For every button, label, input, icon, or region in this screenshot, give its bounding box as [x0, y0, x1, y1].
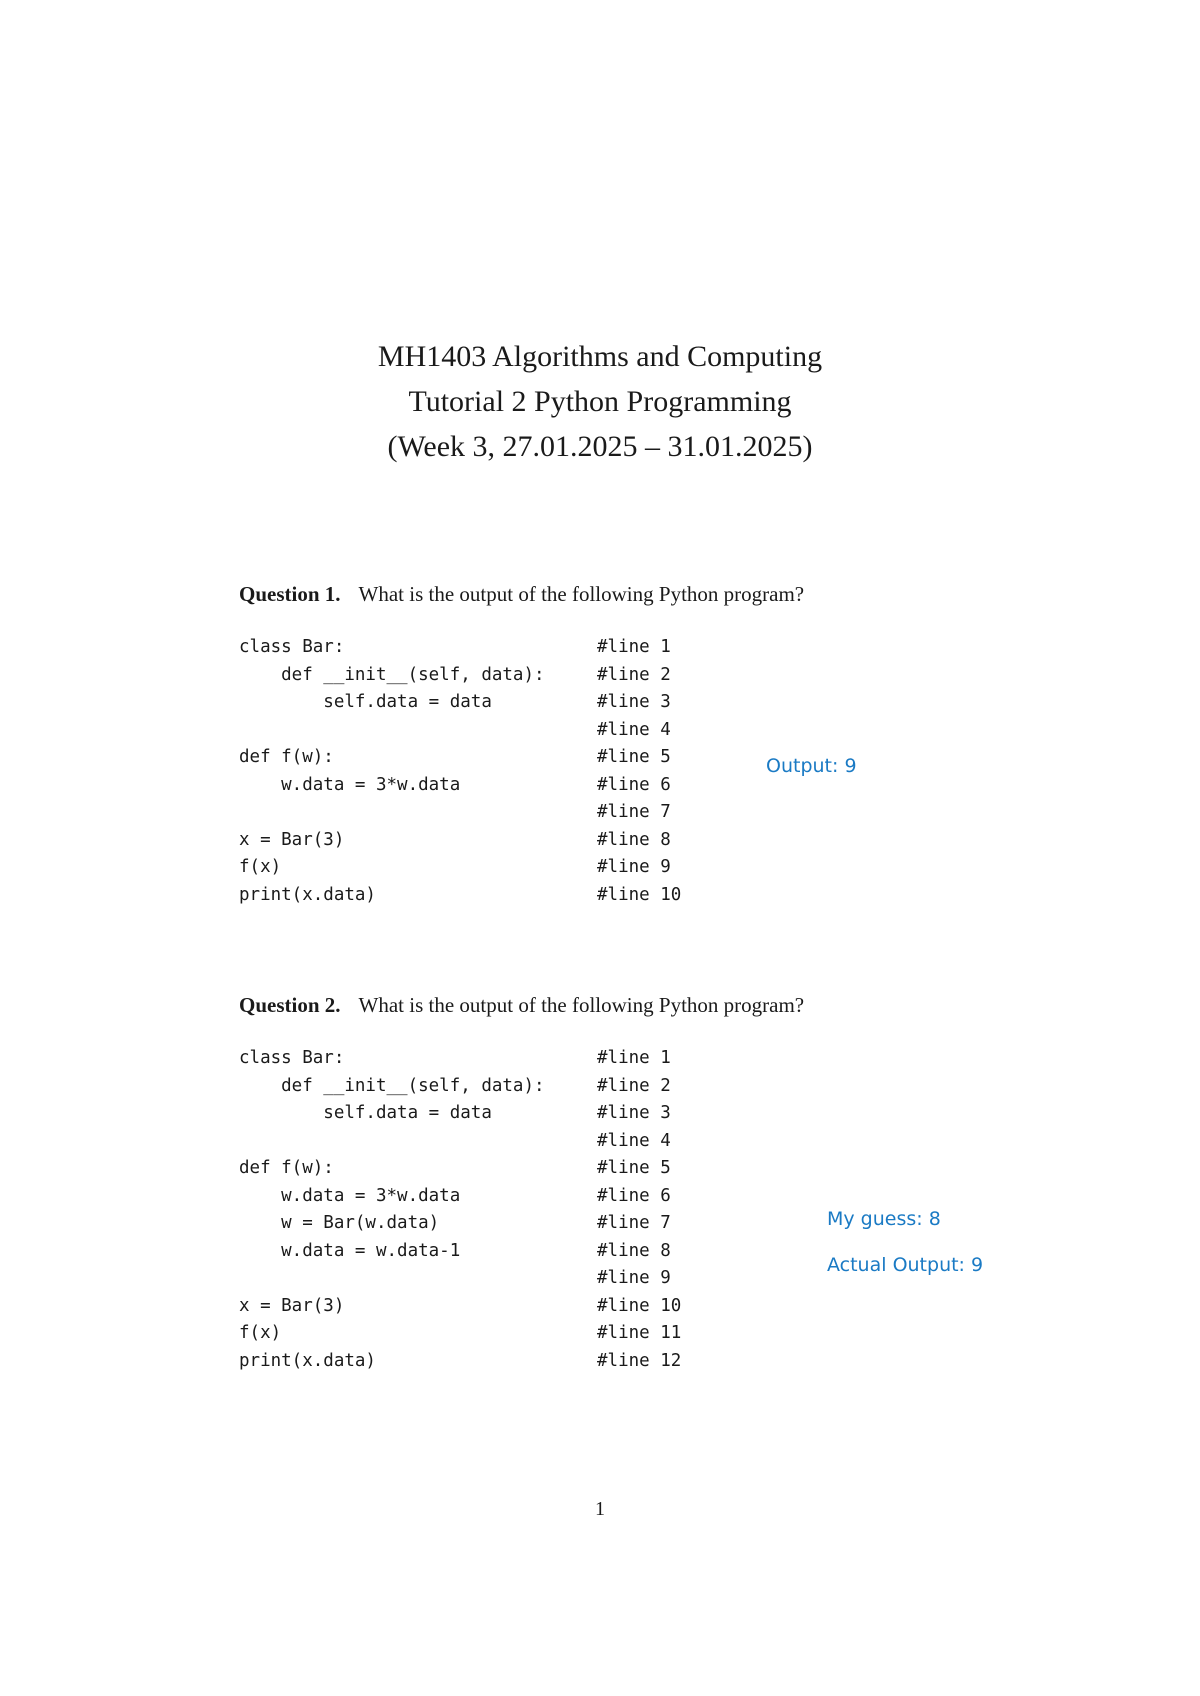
- code-statement: w.data = 3*w.data: [239, 1185, 461, 1206]
- question-2: [239, 993, 804, 1018]
- question-2-prompt: What is the output of the following Python program?: [358, 993, 805, 1017]
- code-statement: print(x.data): [239, 1350, 376, 1371]
- code-statement: f(x): [239, 857, 282, 877]
- line-number-comment: #line 8: [597, 829, 671, 850]
- tutorial-title: Tutorial 2 Python Programming: [408, 385, 792, 418]
- code-statement: class Bar:: [239, 1048, 345, 1068]
- question-1-heading: [239, 582, 804, 607]
- code-statement: def __init__(self, data):: [239, 664, 545, 685]
- code-statement: x = Bar(3): [239, 1295, 345, 1316]
- line-number-comment: #line 1: [597, 637, 671, 657]
- code-statement: w.data = w.data-1: [239, 1240, 461, 1261]
- line-number-comment: #line 3: [597, 1103, 671, 1123]
- week-dates: (Week 3, 27.01.2025 – 31.01.2025): [387, 430, 813, 463]
- code-statement: self.data = data: [239, 692, 492, 712]
- line-number-comment: #line 10: [597, 1295, 682, 1316]
- code-statement: x = Bar(3): [239, 829, 345, 850]
- line-number-comment: #line 7: [597, 1213, 671, 1233]
- code-statement: def f(w):: [239, 1158, 334, 1178]
- line-number-comment: #line 9: [597, 1268, 671, 1288]
- question-2-heading: [239, 993, 804, 1018]
- line-number-comment: #line 6: [597, 774, 671, 795]
- line-number-comment: #line 6: [597, 1185, 671, 1206]
- question-2-label: Question 2.: [239, 993, 341, 1017]
- line-number-comment: #line 9: [597, 857, 671, 877]
- line-number-comment: #line 2: [597, 664, 671, 685]
- question-1-prompt: What is the output of the following Python program?: [358, 582, 805, 606]
- line-number-comment: #line 3: [597, 692, 671, 712]
- question-1: [239, 582, 804, 607]
- page-number: 1: [595, 1498, 605, 1520]
- line-number-comment: #line 4: [597, 719, 671, 740]
- line-number-comment: #line 10: [597, 884, 682, 905]
- line-number-comment: #line 11: [597, 1323, 682, 1343]
- line-number-comment: #line 5: [597, 1158, 671, 1178]
- code-statement: class Bar:: [239, 637, 345, 657]
- code-statement: w.data = 3*w.data: [239, 774, 461, 795]
- line-number-comment: #line 5: [597, 747, 671, 767]
- question-2-output-note: Actual Output: 9: [827, 1254, 984, 1276]
- title-block: [0, 334, 1200, 469]
- line-number-comment: #line 1: [597, 1048, 671, 1068]
- code-statement: print(x.data): [239, 884, 376, 905]
- code-statement: self.data = data: [239, 1103, 492, 1123]
- code-statement: f(x): [239, 1323, 282, 1343]
- question-1-output-note: Output: 9: [766, 755, 857, 777]
- code-statement: w = Bar(w.data): [239, 1213, 440, 1233]
- line-number-comment: #line 2: [597, 1075, 671, 1096]
- course-title: MH1403 Algorithms and Computing: [377, 340, 823, 373]
- code-statement: def f(w):: [239, 747, 334, 767]
- line-number-comment: #line 7: [597, 802, 671, 822]
- line-number-comment: #line 4: [597, 1130, 671, 1151]
- code-statement: def __init__(self, data):: [239, 1075, 545, 1096]
- question-1-label: Question 1.: [239, 582, 341, 606]
- line-number-comment: #line 8: [597, 1240, 671, 1261]
- question-2-guess-note: My guess: 8: [827, 1208, 941, 1230]
- line-number-comment: #line 12: [597, 1350, 682, 1371]
